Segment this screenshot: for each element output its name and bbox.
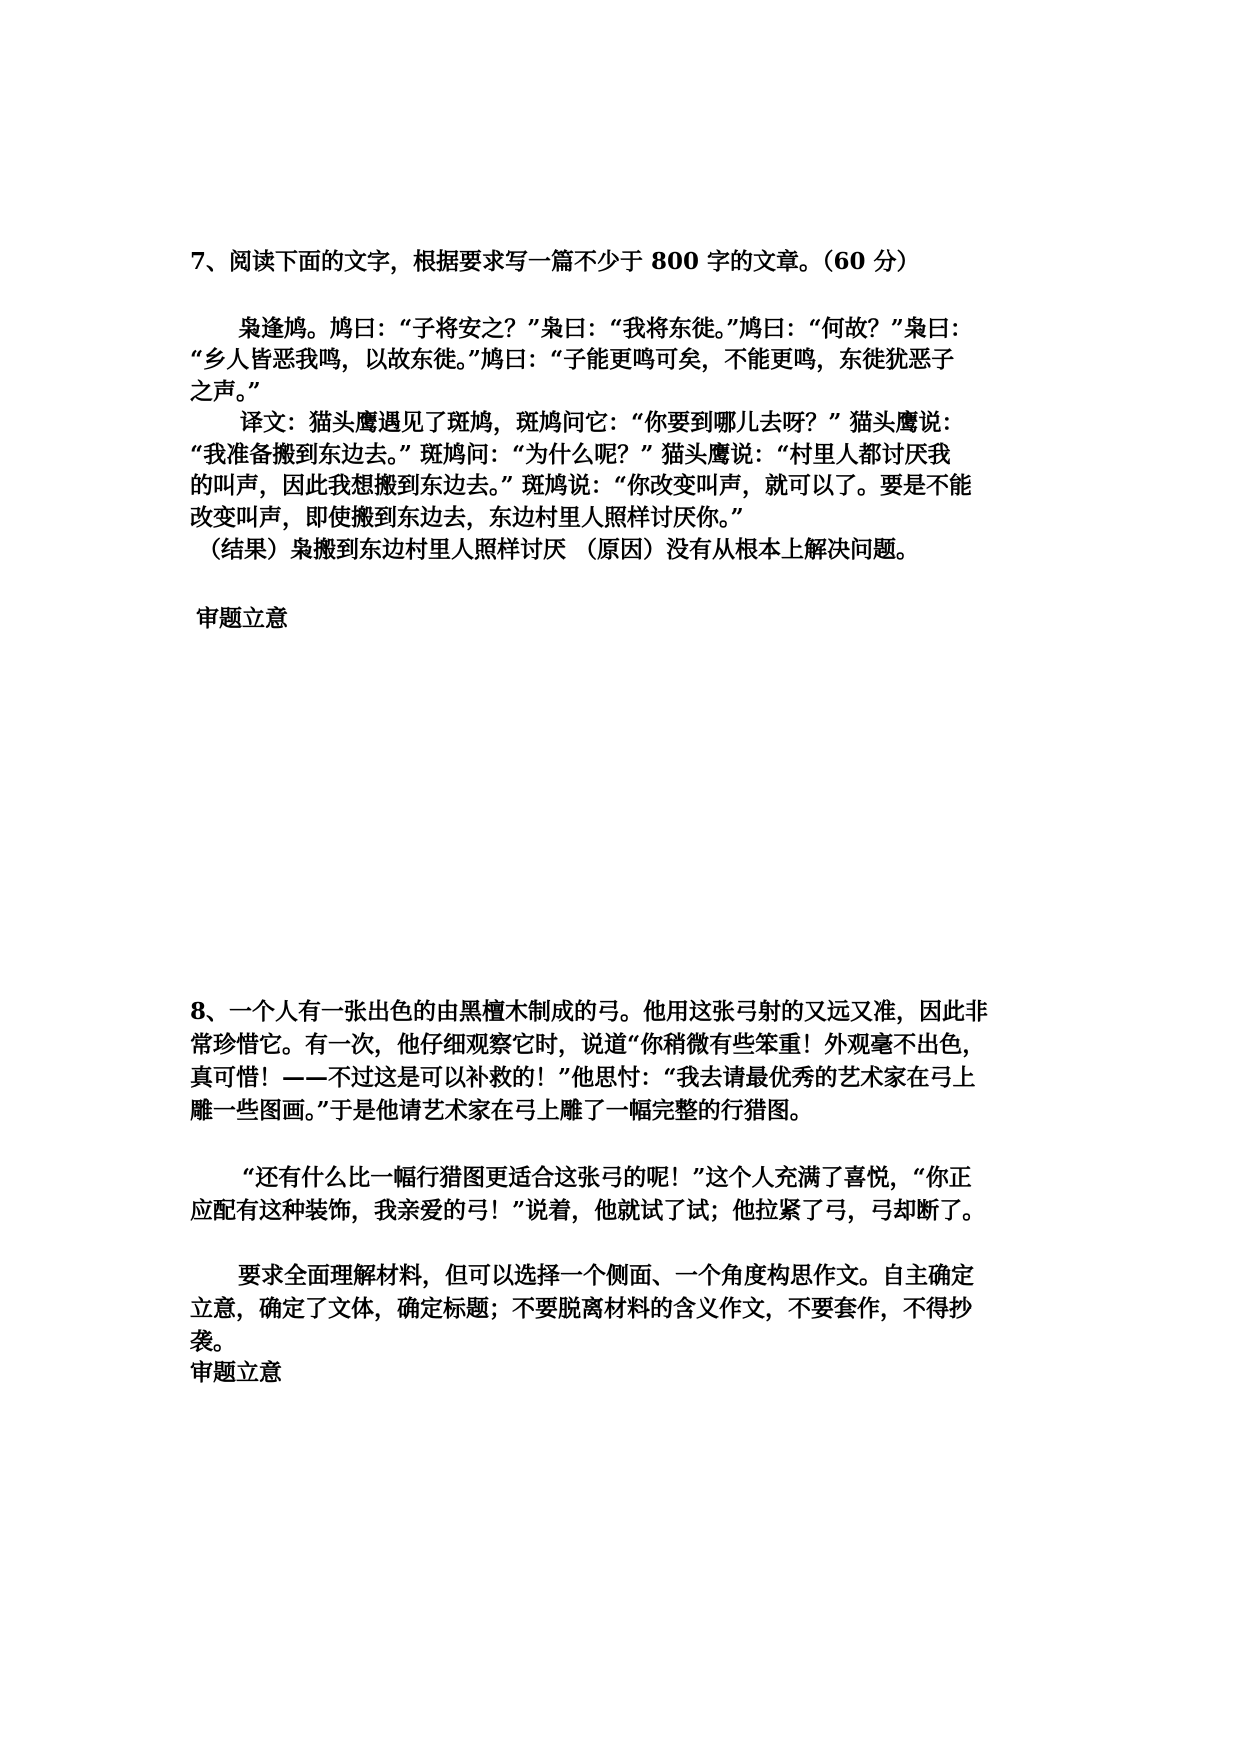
q7-translation-line: “我准备搬到东边去。” 斑鸠问：“为什么呢？” 猫头鹰说：“村里人都讨厌我 bbox=[190, 441, 951, 468]
q7-translation-line: 的叫声，因此我想搬到东边去。” 斑鸠说：“你改变叫声，就可以了。要是不能 bbox=[190, 472, 972, 499]
q7-story-line: “乡人皆恶我鸣，以故东徙。”鸠曰：“子能更鸣可矣，不能更鸣，东徙犹恶子 bbox=[190, 346, 955, 373]
q8-para2-line: 应配有这种装饰，我亲爱的弓！”说着，他就试了试；他拉紧了弓，弓却断了。 bbox=[190, 1197, 986, 1224]
q8-para1-line: 真可惜！——不过这是可以补救的！”他思忖：“我去请最优秀的艺术家在弓上 bbox=[190, 1064, 976, 1091]
q7-story-line: 之声。” bbox=[190, 378, 261, 405]
q8-analysis-label: 审题立意 bbox=[190, 1359, 282, 1386]
q8-para3-line: 袭。 bbox=[190, 1328, 236, 1355]
question-7-heading: 7、阅读下面的文字，根据要求写一篇不少于 800 字的文章。（60 分） bbox=[190, 248, 920, 275]
q8-para2-line: “还有什么比一幅行猎图更适合这张弓的呢！”这个人充满了喜悦，“你正 bbox=[242, 1164, 972, 1191]
q7-translation-line: 译文：猫头鹰遇见了斑鸠，斑鸠问它：“你要到哪儿去呀？” 猫头鹰说： bbox=[240, 409, 965, 436]
q7-conclusion: （结果）枭搬到东边村里人照样讨厌 （原因）没有从根本上解决问题。 bbox=[198, 536, 920, 563]
q8-para3-line: 立意，确定了文体，确定标题；不要脱离材料的含义作文，不要套作，不得抄 bbox=[190, 1295, 972, 1322]
q8-para3-line: 要求全面理解材料，但可以选择一个侧面、一个角度构思作文。自主确定 bbox=[238, 1262, 974, 1289]
q8-para1-line: 8、一个人有一张出色的由黑檀木制成的弓。他用这张弓射的又远又准，因此非 bbox=[190, 998, 989, 1025]
q7-story-line: 枭逢鸠。鸠曰：“子将安之？”枭曰：“我将东徙。”鸠曰：“何故？”枭曰： bbox=[238, 315, 973, 342]
q8-para1-line: 常珍惜它。有一次，他仔细观察它时，说道“你稍微有些笨重！外观毫不出色， bbox=[190, 1031, 986, 1058]
q8-para1-line: 雕一些图画。”于是他请艺术家在弓上雕了一幅完整的行猎图。 bbox=[190, 1097, 813, 1124]
q7-translation-line: 改变叫声，即使搬到东边去，东边村里人照样讨厌你。” bbox=[190, 504, 744, 531]
q7-analysis-label: 审题立意 bbox=[196, 605, 288, 632]
